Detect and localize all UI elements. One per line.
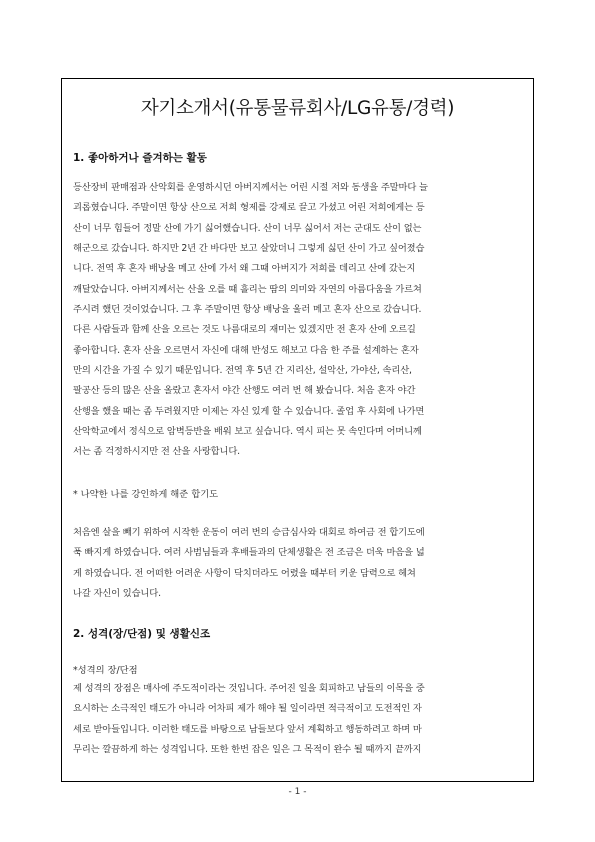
section-1-body (73, 178, 525, 463)
section-1-subheading: * 나약한 나를 강인하게 해준 합기도 (73, 489, 219, 500)
paragraph-line: 산이 너무 힘들어 정말 산에 가기 싫어했습니다. 산이 너무 싫어서 저는 군대도 산이 없는 (73, 222, 422, 234)
paragraph-line: 등산장비 판매점과 산악회를 운영하시던 아버지께서는 어린 시절 저와 동생을 주말마다 늘 (73, 182, 428, 193)
paragraph-line: 세로 받아들입니다. 이러한 태도를 바탕으로 남들보다 앞서 계획하고 행동하려고 하며 마 (73, 723, 422, 735)
paragraph-line: 푹 빠지게 하였습니다. 여러 사범님들과 후배들과의 단체생활은 전 조금은 더욱 마음을 넓 (73, 547, 425, 559)
section-1-body-2 (73, 523, 525, 604)
paragraph-line: 주시려 했던 것이었습니다. 그 후 주말이면 항상 배낭을 울러 메고 혼자 산으로 갔습니다. (73, 304, 422, 316)
paragraph-line: 게 하였습니다. 전 어떠한 어려운 사항이 닥치더라도 어렸을 때부터 키운 담력으로 헤쳐 (73, 567, 416, 579)
section-2-body (73, 679, 525, 760)
document-title: 자기소개서(유통물류회사/LG유통/경력) (140, 98, 455, 119)
paragraph-line: 깨달았습니다. 아버지께서는 산을 오를 때 흘리는 땀의 의미와 자연의 아름다움을 가르쳐 (73, 283, 422, 295)
paragraph-line: 산행을 했을 때는 좀 두려웠지만 이제는 자신 있게 할 수 있습니다. 졸업 후 사회에 나가면 (73, 405, 425, 417)
section-2-subheading: *성격의 장/단점 (73, 665, 138, 676)
paragraph-line: 다른 사람들과 함께 산을 오르는 것도 나름대로의 재미는 있겠지만 전 혼자 산에 오르길 (73, 324, 416, 336)
paragraph-line: 니다. 전역 후 혼자 배낭을 메고 산에 가서 왜 그때 아버지가 저희를 데리고 산에 갔는지 (73, 263, 416, 275)
page-number: - 1 - (288, 787, 307, 797)
paragraph-line: 좋아합니다. 혼자 산을 오르면서 자신에 대해 반성도 해보고 다음 한 주를 설계하는 혼자 (73, 344, 419, 356)
paragraph-line: 요시하는 소극적인 태도가 아니라 어차피 제가 해야 될 일이라면 적극적이고 도전적인 자 (73, 703, 422, 715)
paragraph-line: 팔공산 등의 많은 산을 올랐고 혼자서 야간 산행도 여러 번 해 봤습니다. 처음 혼자 야간 (73, 385, 416, 397)
paragraph-line: 무리는 깔끔하게 하는 성격입니다. 또한 한번 잡은 일은 그 목적이 완수 될 때까지 끝까지 (73, 744, 422, 756)
paragraph-line: 서는 좀 걱정하시지만 전 산을 사랑합니다. (73, 446, 240, 458)
paragraph-line: 산악학교에서 정식으로 암벽등반을 배워 보고 싶습니다. 역시 피는 못 속인다며 어머니께 (73, 426, 422, 438)
section-2-heading: 2. 성격(장/단점) 및 생활신조 (73, 628, 211, 640)
section-1-heading: 1. 좋아하거나 즐겨하는 활동 (73, 152, 207, 164)
paragraph-line: 해군으로 갔습니다. 하지만 2년 간 바다만 보고 살았더니 그렇게 싫던 산이 가고 싶어졌습 (73, 243, 425, 255)
paragraph-line: 나갈 자신이 있습니다. (73, 588, 161, 600)
paragraph-line: 처음엔 살을 빼기 위하여 시작한 운동이 여러 번의 승급심사와 대회로 하여금 전 합기도에 (73, 527, 425, 538)
paragraph-line: 제 성격의 장점은 매사에 주도적이라는 것입니다. 주어진 일을 회피하고 남들의 이목을 중 (73, 683, 425, 694)
paragraph-line: 만의 시간을 가질 수 있기 때문입니다. 전역 후 5년 간 지리산, 설악산, 가야산, 속리산, (73, 365, 412, 377)
paragraph-line: 괴롭혔습니다. 주말이면 항상 산으로 저희 형제를 강제로 끌고 가셨고 어린 저희에게는 등 (73, 202, 425, 214)
